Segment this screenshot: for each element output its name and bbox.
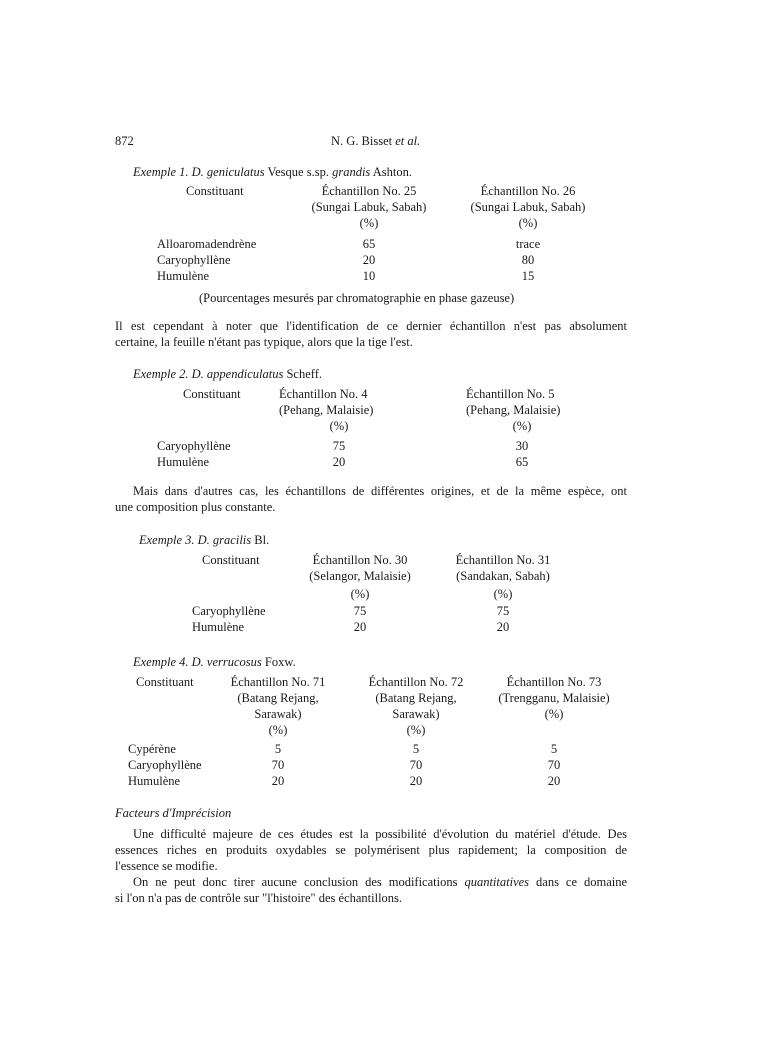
example-4-authority: Foxw. [264,655,296,669]
example-3-sample-b-origin: (Sandakan, Sabah) [456,569,550,583]
paragraph-2-line-2: une composition plus constante. [115,500,276,514]
paragraph-1-line-1: Il est cependant à noter que l'identification de ce dernier échantillon n'est pas absolument [115,319,627,333]
paragraph-2 [115,483,627,515]
example-4-row-2-b: 70 [409,758,423,772]
example-4-sample-c-title: Échantillon No. 73 [506,675,602,689]
example-3-species: D. gracilis [197,533,252,547]
example-4-sample-b-unit: (%) [406,723,426,737]
example-2-row-2-a: 20 [332,455,346,469]
section-p2-line-1-a: On ne peut donc tirer aucune conclusion des modifications [133,875,458,889]
example-2-row-2-b: 65 [515,455,529,469]
example-4-sample-b-title: Échantillon No. 72 [368,675,464,689]
example-4-sample-a-title: Échantillon No. 71 [230,675,326,689]
example-3-sample-b-title: Échantillon No. 31 [455,553,551,567]
example-2-authority: Scheff. [286,367,322,381]
example-3-label: Exemple 3. [139,533,195,547]
example-2-row-1-b: 30 [515,439,529,453]
example-2-species: D. appendiculatus [191,367,284,381]
running-head-author: N. G. Bisset [331,134,393,148]
example-3-title [139,532,269,548]
example-1-sample-b-unit: (%) [518,216,538,230]
example-4-sample-c-unit: (%) [544,707,564,721]
example-3-row-1-a: 75 [353,604,367,618]
example-2-title [133,366,322,382]
example-1-sample-a-title: Échantillon No. 25 [321,184,417,198]
example-1-authority: Vesque s.sp. [267,165,329,179]
example-2-sample-a-unit: (%) [329,419,349,433]
section-p2-line-1 [115,874,627,890]
example-4-label: Exemple 4. [133,655,189,669]
example-1-row-1-a: 65 [362,237,376,251]
section-paragraph-1 [115,826,627,874]
example-4-row-3-name: Humulène [128,774,181,788]
example-4-row-3-c: 20 [547,774,561,788]
example-3-row-1-name: Caryophyllène [192,604,266,618]
section-p1-line-2: essences riches en produits oxydables se polymérisent plus rapidement; la composition de [115,843,627,857]
example-4-row-1-b: 5 [412,742,420,756]
example-3-sample-a-origin: (Selangor, Malaisie) [309,569,411,583]
example-3-row-2-a: 20 [353,620,367,634]
example-1-subspecies: grandis [332,165,371,179]
section-p1-line-1: Une difficulté majeure de ces études est la possibilité d'évolution du matériel d'étude. Des [133,827,627,841]
example-4-constituant-header: Constituant [136,675,194,689]
example-2-sample-b-unit: (%) [512,419,532,433]
example-1-sample-b-origin: (Sungai Labuk, Sabah) [470,200,586,214]
example-4-sample-b-origin-1: (Batang Rejang, [375,691,457,705]
example-1-sample-a-origin: (Sungai Labuk, Sabah) [311,200,427,214]
example-3-row-2-name: Humulène [192,620,245,634]
example-2-sample-b-title: Échantillon No. 5 [466,387,555,401]
example-2-row-2-name: Humulène [157,455,210,469]
section-p2-line-2: si l'on n'a pas de contrôle sur "l'histoire" des échantillons. [115,891,403,905]
example-1-title [133,164,412,180]
example-1-row-1-b: trace [515,237,541,251]
example-1-sample-b-title: Échantillon No. 26 [480,184,576,198]
example-4-row-1-name: Cypérène [128,742,176,756]
example-2-row-1-name: Caryophyllène [157,439,231,453]
example-4-row-3-a: 20 [271,774,285,788]
running-head [331,133,420,149]
section-heading-text: Facteurs d'Imprécision [115,806,232,820]
example-3-row-1-b: 75 [496,604,510,618]
example-1-species: D. geniculatus [191,165,265,179]
example-4-sample-a-origin-2: Sarawak) [254,707,302,721]
example-4-row-2-name: Caryophyllène [128,758,202,772]
example-2-constituant-header: Constituant [183,387,241,401]
example-1-row-2-b: 80 [521,253,535,267]
paragraph-1-line-2: certaine, la feuille n'étant pas typique, alors que la tige l'est. [115,335,413,349]
example-2-sample-a-title: Échantillon No. 4 [279,387,368,401]
section-p2-line-1-b: quantitatives [464,875,530,889]
example-4-title [133,654,296,670]
example-4-sample-c-origin-1: (Trengganu, Malaisie) [498,691,610,705]
example-1-row-2-name: Caryophyllène [157,253,231,267]
section-p1-line-3: l'essence se modifie. [115,859,218,873]
paragraph-1 [115,318,627,350]
example-4-row-3-b: 20 [409,774,423,788]
example-3-sample-a-unit: (%) [350,587,370,601]
example-1-row-1-name: Alloaromadendrène [157,237,257,251]
section-paragraph-2 [115,874,627,906]
example-2-sample-b-origin: (Pehang, Malaisie) [466,403,561,417]
running-head-etal: et al. [395,134,421,148]
example-4-row-1-c: 5 [550,742,558,756]
example-3-constituant-header: Constituant [202,553,260,567]
example-2-label: Exemple 2. [133,367,189,381]
section-heading [115,805,231,821]
example-4-species: D. verrucosus [191,655,262,669]
example-2-row-1-a: 75 [332,439,346,453]
section-p2-line-1-c: dans ce domaine [536,875,628,889]
example-1-row-3-a: 10 [362,269,376,283]
example-3-sample-a-title: Échantillon No. 30 [312,553,408,567]
example-4-sample-a-origin-1: (Batang Rejang, [237,691,319,705]
example-1-row-3-b: 15 [521,269,535,283]
example-3-authority: Bl. [254,533,270,547]
example-3-sample-b-unit: (%) [493,587,513,601]
example-1-note: (Pourcentages mesurés par chromatographie en phase gazeuse) [199,291,515,305]
example-4-row-1-a: 5 [274,742,282,756]
example-1-authority2: Ashton. [372,165,412,179]
example-1-row-3-name: Humulène [157,269,210,283]
example-3-row-2-b: 20 [496,620,510,634]
example-4-sample-a-unit: (%) [268,723,288,737]
example-2-sample-a-origin: (Pehang, Malaisie) [279,403,374,417]
example-4-sample-b-origin-2: Sarawak) [392,707,440,721]
example-4-row-2-c: 70 [547,758,561,772]
paragraph-2-line-1: Mais dans d'autres cas, les échantillons de différentes origines, et de la même espèce, ont [133,484,627,498]
example-4-row-2-a: 70 [271,758,285,772]
example-1-constituant-header: Constituant [186,184,244,198]
example-1-label: Exemple 1. [133,165,189,179]
example-1-sample-a-unit: (%) [359,216,379,230]
page-number: 872 [115,134,134,148]
example-1-row-2-a: 20 [362,253,376,267]
